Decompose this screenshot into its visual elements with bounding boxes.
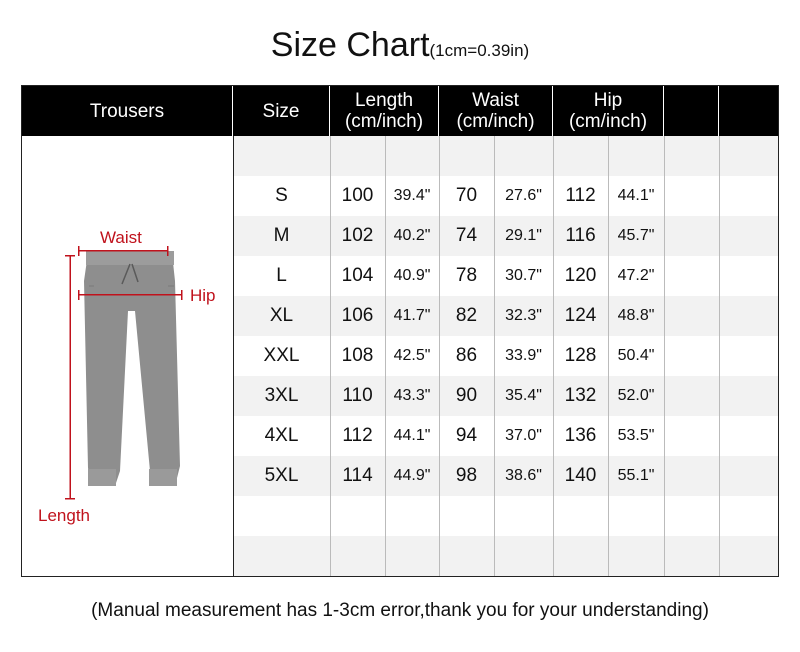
cell-hip-in: 52.0" [617,387,655,404]
cell-length-cm: 114 [342,465,373,486]
cell-length-in: 44.9" [393,467,431,484]
divider [330,136,331,577]
cell-size: 4XL [264,425,299,446]
header-waist-unit: (cm/inch) [456,111,535,132]
cell-waist-in: 30.7" [505,267,542,284]
cell-hip-cm: 112 [565,185,596,206]
title-unit-note: (1cm=0.39in) [429,41,530,60]
trousers-icon [84,251,180,486]
divider [385,136,386,577]
cell-waist-cm: 70 [455,185,478,206]
header-hip [553,86,664,136]
cell-waist-in: 33.9" [505,347,542,364]
length-measure-line [65,255,75,500]
cell-size: XL [269,305,294,326]
cell-size: L [276,265,287,286]
cell-length-cm: 106 [341,305,374,326]
cell-waist-cm: 86 [455,345,478,366]
cell-waist-in: 37.0" [505,427,542,444]
header-waist-title: Waist [472,90,519,111]
table-row [233,336,779,376]
table-row [233,376,779,416]
cell-length-in: 42.5" [393,347,431,364]
header-length [330,86,439,136]
header-length-title: Length [354,90,414,111]
length-label: Length [38,506,90,525]
cell-waist-cm: 98 [455,465,478,486]
table-row-blank [233,496,779,536]
waist-label: Waist [100,228,142,247]
header-hip-unit: (cm/inch) [568,111,648,132]
header-waist [439,86,553,136]
cell-waist-in: 35.4" [505,387,542,404]
cell-length-cm: 112 [342,425,373,446]
trousers-diagram-panel [22,136,233,577]
header-trousers: Trousers [22,86,233,136]
cell-size: XXL [263,345,300,366]
cell-hip-in: 47.2" [617,267,655,284]
cell-length-cm: 104 [341,265,374,286]
cell-length-in: 44.1" [393,427,431,444]
cell-waist-cm: 74 [455,225,478,246]
table-row [233,256,779,296]
cell-size: M [273,225,290,246]
cell-length-in: 40.2" [393,227,431,244]
cell-hip-in: 53.5" [617,427,655,444]
table-row [233,216,779,256]
cell-waist-cm: 78 [455,265,478,286]
cell-length-in: 43.3" [393,387,431,404]
divider [494,136,495,577]
cell-waist-in: 29.1" [505,227,542,244]
divider [719,136,720,577]
cell-length-cm: 102 [341,225,374,246]
cell-hip-cm: 136 [564,425,597,446]
divider [233,136,234,577]
hip-label: Hip [190,286,216,305]
cell-length-cm: 108 [341,345,374,366]
cell-hip-cm: 116 [565,225,596,246]
cell-size: 5XL [264,465,299,486]
cell-waist-cm: 90 [455,385,478,406]
cell-waist-in: 38.6" [505,467,542,484]
header-blank-2 [719,86,779,136]
size-table [21,85,779,577]
cell-hip-in: 48.8" [617,307,655,324]
cell-hip-cm: 132 [564,385,597,406]
header-size: Size [233,86,330,136]
table-row-blank [233,136,779,176]
table-row [233,416,779,456]
cell-size: 3XL [264,385,299,406]
table-row [233,456,779,496]
header-hip-title: Hip [593,90,623,111]
cell-hip-in: 45.7" [617,227,655,244]
trousers-diagram [22,136,233,577]
measurement-note: (Manual measurement has 1-3cm error,thank you for your understanding) [91,600,709,621]
cell-waist-in: 27.6" [505,187,542,204]
cell-waist-in: 32.3" [505,307,542,324]
cell-length-cm: 110 [342,385,373,406]
divider [439,136,440,577]
cell-hip-in: 55.1" [617,467,655,484]
cell-hip-cm: 128 [564,345,597,366]
cell-hip-cm: 140 [564,465,597,486]
cell-waist-cm: 82 [455,305,478,326]
header-length-unit: (cm/inch) [344,111,424,132]
divider [608,136,609,577]
table-row [233,296,779,336]
table-row-blank [233,536,779,576]
title-main: Size Chart [270,26,430,64]
cell-length-cm: 100 [341,185,374,206]
cell-length-in: 41.7" [393,307,431,324]
divider [553,136,554,577]
chart-title [0,26,800,65]
cell-hip-in: 50.4" [617,347,655,364]
cell-size: S [275,185,288,206]
header-blank-1 [664,86,719,136]
cell-hip-in: 44.1" [617,187,655,204]
cell-hip-cm: 120 [564,265,597,286]
cell-hip-cm: 124 [564,305,597,326]
cell-length-in: 39.4" [393,187,431,204]
table-row [233,176,779,216]
cell-waist-cm: 94 [455,425,478,446]
divider [664,136,665,577]
cell-length-in: 40.9" [393,267,431,284]
